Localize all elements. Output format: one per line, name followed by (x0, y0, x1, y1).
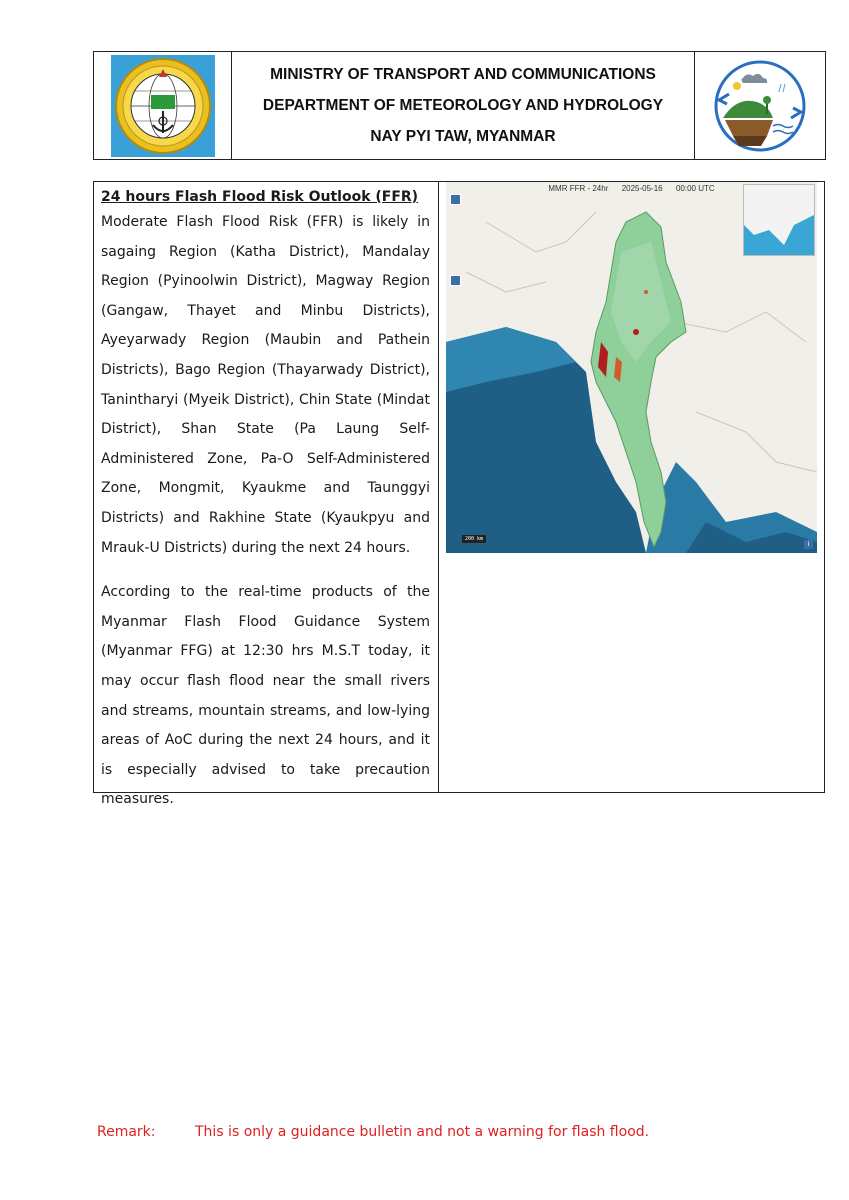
remark-text: This is only a guidance bulletin and not a warning for flash flood. (195, 1124, 650, 1140)
map-caption: MMR FFR - 24hr 2025-05-16 00:00 UTC (548, 184, 715, 193)
risk-paragraph: Moderate Flash Flood Risk (FFR) is likely in sagaing Region (Katha District), Mandalay Region (Pyinoolwin District), Magway Region (Gangaw, Thayet and Minbu Districts), Ayeyarwady Region (Maubin and Pathein Districts), Bago Region (Thayarwady District), Tanintharyi (Myeik District), Chin State (Mindat District), Shan State (Pa Laung Self-Administered Zone, Pa-O Self-Administered Zone, Mongmit, Kyaukme and Taunggyi Districts) and Rakhine State (Kyaukpyu and Mrauk-U Districts) during the next 24 hours. (101, 214, 430, 556)
hydrological-cycle-icon (707, 56, 813, 156)
zoom-in-button[interactable] (450, 194, 461, 205)
bulletin-table (93, 181, 825, 808)
zoom-out-button[interactable] (450, 275, 461, 286)
map-scale-bar: 200 km (462, 535, 486, 543)
document-header (93, 51, 826, 160)
map-zoom-controls[interactable] (450, 194, 460, 288)
header-ministry: MINISTRY OF TRANSPORT AND COMMUNICATIONS (270, 66, 656, 83)
remark-line (97, 1124, 649, 1140)
map-info-icon[interactable]: i (804, 540, 813, 549)
map-cell (439, 182, 824, 792)
bulletin-text-cell (94, 182, 439, 808)
right-logo-cell (694, 52, 825, 159)
overview-inset-map (743, 184, 815, 256)
left-logo-cell (94, 52, 232, 159)
ministry-seal-icon (111, 55, 215, 157)
header-department: DEPARTMENT OF METEOROLOGY AND HYDROLOGY (262, 97, 664, 114)
header-title (232, 52, 694, 159)
inset-map-image (744, 185, 814, 255)
remark-label: Remark: (97, 1124, 156, 1140)
section-title: 24 hours Flash Flood Risk Outlook (FFR) (101, 189, 419, 205)
header-location: NAY PYI TAW, MYANMAR (370, 128, 556, 145)
ffr-map (446, 182, 817, 553)
guidance-paragraph: According to the real-time products of the Myanmar Flash Flood Guidance System (Myanmar FFG) at 12:30 hrs M.S.T today, it may occur flash flood near the small rivers and streams, mountain streams, and low-lying areas of AoC during the next 24 hours, and it is especially advised to take precaution measures. (101, 584, 430, 808)
